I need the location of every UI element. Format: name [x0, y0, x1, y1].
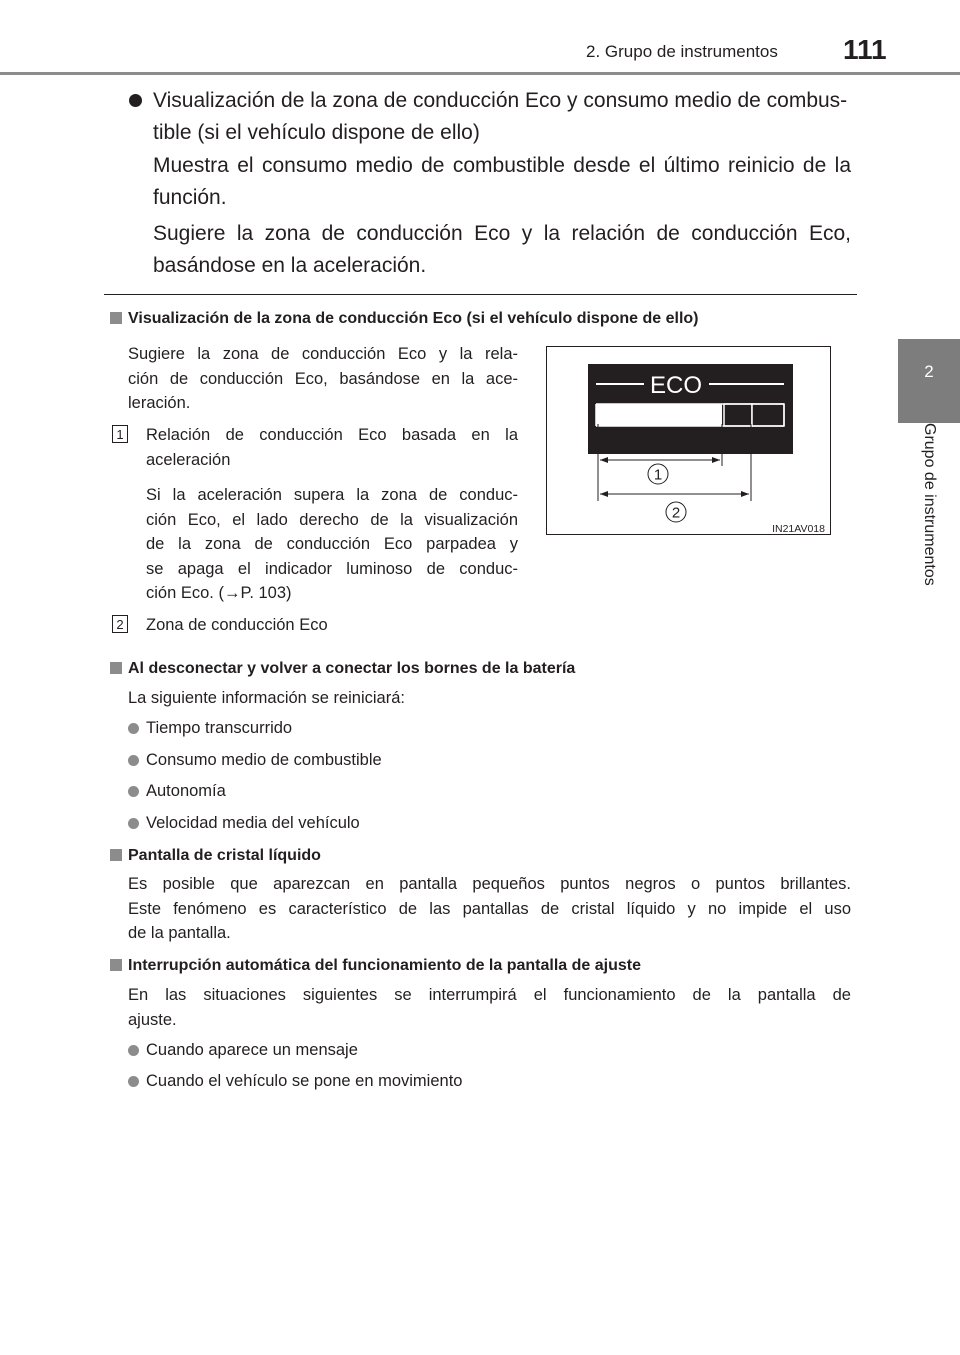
square-bullet-icon [110, 662, 122, 674]
eco-zone-diagram [546, 346, 831, 535]
list-item: Consumo medio de combustible [146, 751, 382, 769]
text-line: Este fenómeno es característico de las pantallas de cristal líquido y no impide el uso [128, 899, 851, 918]
section-heading-text: Interrupción automática del funcionamiento de la pantalla de ajuste [128, 957, 641, 974]
item-number-2: 2 [112, 615, 128, 633]
text-line: de la pantalla. [128, 924, 231, 942]
bullet-icon [128, 1076, 139, 1087]
header-divider [0, 72, 960, 75]
intro-paragraph [153, 218, 851, 282]
item-number-1: 1 [112, 425, 128, 443]
callout-2: 2 [671, 504, 681, 522]
text-line: ción de conducción Eco, basándose en la ace- [128, 369, 518, 388]
text-line: Es posible que aparezcan en pantalla pequeños puntos negros o puntos brillantes. [128, 875, 851, 893]
section-heading-text: Al desconectar y volver a conectar los bornes de la batería [128, 660, 576, 677]
intro-paragraph-line: función. [153, 186, 227, 209]
interrupt-paragraph [128, 983, 851, 1032]
chapter-tab-label: Grupo de instrumentos [921, 423, 938, 586]
intro-title [153, 85, 851, 149]
item2-title: Zona de conducción Eco [146, 616, 328, 634]
figure-code: IN21AV018 [772, 523, 825, 535]
text-line: Sugiere la zona de conducción Eco y la rela- [128, 345, 518, 363]
bullet-icon [128, 786, 139, 797]
intro-title-line: Visualización de la zona de conducción Eco y consumo medio de combus- [153, 89, 848, 112]
bullet-icon [128, 755, 139, 766]
intro-paragraph-line: Sugiere la zona de conducción Eco y la relación de conducción Eco, [153, 222, 851, 245]
intro-paragraph [153, 150, 851, 214]
callout-1: 1 [653, 466, 663, 484]
text-line: aceleración [146, 450, 231, 469]
square-bullet-icon [110, 312, 122, 324]
text-line: leración. [128, 394, 191, 412]
item1-detail [146, 483, 518, 606]
bullet-icon [129, 94, 142, 107]
item1-title [146, 423, 518, 472]
intro-title-line: tible (si el vehículo dispone de ello) [153, 121, 480, 144]
section-title: 2. Grupo de instrumentos [586, 42, 778, 61]
bullet-icon [128, 1045, 139, 1056]
eco-zone-illustration [546, 346, 831, 535]
list-item: Cuando aparece un mensaje [146, 1041, 358, 1059]
text-line: se apaga el indicador luminoso de conduc- [146, 559, 518, 578]
battery-intro: La siguiente información se reiniciará: [128, 689, 405, 707]
eco-description [128, 342, 518, 416]
list-item: Tiempo transcurrido [146, 719, 293, 737]
section-heading [110, 845, 855, 867]
square-bullet-icon [110, 849, 122, 861]
list-item: Cuando el vehículo se pone en movimiento [146, 1072, 463, 1090]
square-bullet-icon [110, 959, 122, 971]
chapter-tab-label-wrap [898, 423, 960, 623]
page-number: 111 [843, 34, 887, 65]
section-heading [110, 308, 855, 330]
section-heading-text: Visualización de la zona de conducción Eco (si el vehículo dispone de ello) [128, 310, 699, 327]
section-heading-text: Pantalla de cristal líquido [128, 847, 321, 864]
text-line: de la zona de conducción Eco parpadea y [146, 535, 518, 553]
intro-paragraph-line: basándose en la aceleración. [153, 254, 427, 277]
section-heading [110, 955, 855, 977]
chapter-tab-number: 2 [924, 362, 934, 381]
text-line: Si la aceleración supera la zona de conduc- [146, 486, 518, 504]
bullet-icon [128, 818, 139, 829]
list-item: Velocidad media del vehículo [146, 814, 360, 832]
text-line: ción Eco. (→P. 103) [146, 584, 292, 602]
text-line: ajuste. [128, 1010, 177, 1029]
text-line: ción Eco, el lado derecho de la visualización [146, 510, 518, 529]
bullet-icon [128, 723, 139, 734]
list-item: Autonomía [146, 782, 226, 800]
lcd-paragraph [128, 872, 851, 946]
intro-paragraph-line: Muestra el consumo medio de combustible desde el último reinicio de la [153, 154, 851, 177]
text-line: En las situaciones siguientes se interrumpirá el funcionamiento de la pantalla de [128, 986, 851, 1004]
eco-display-label: ECO [649, 372, 703, 399]
section-heading [110, 658, 855, 680]
text-line: Relación de conducción Eco basada en la [146, 426, 518, 444]
section-divider [104, 294, 857, 295]
